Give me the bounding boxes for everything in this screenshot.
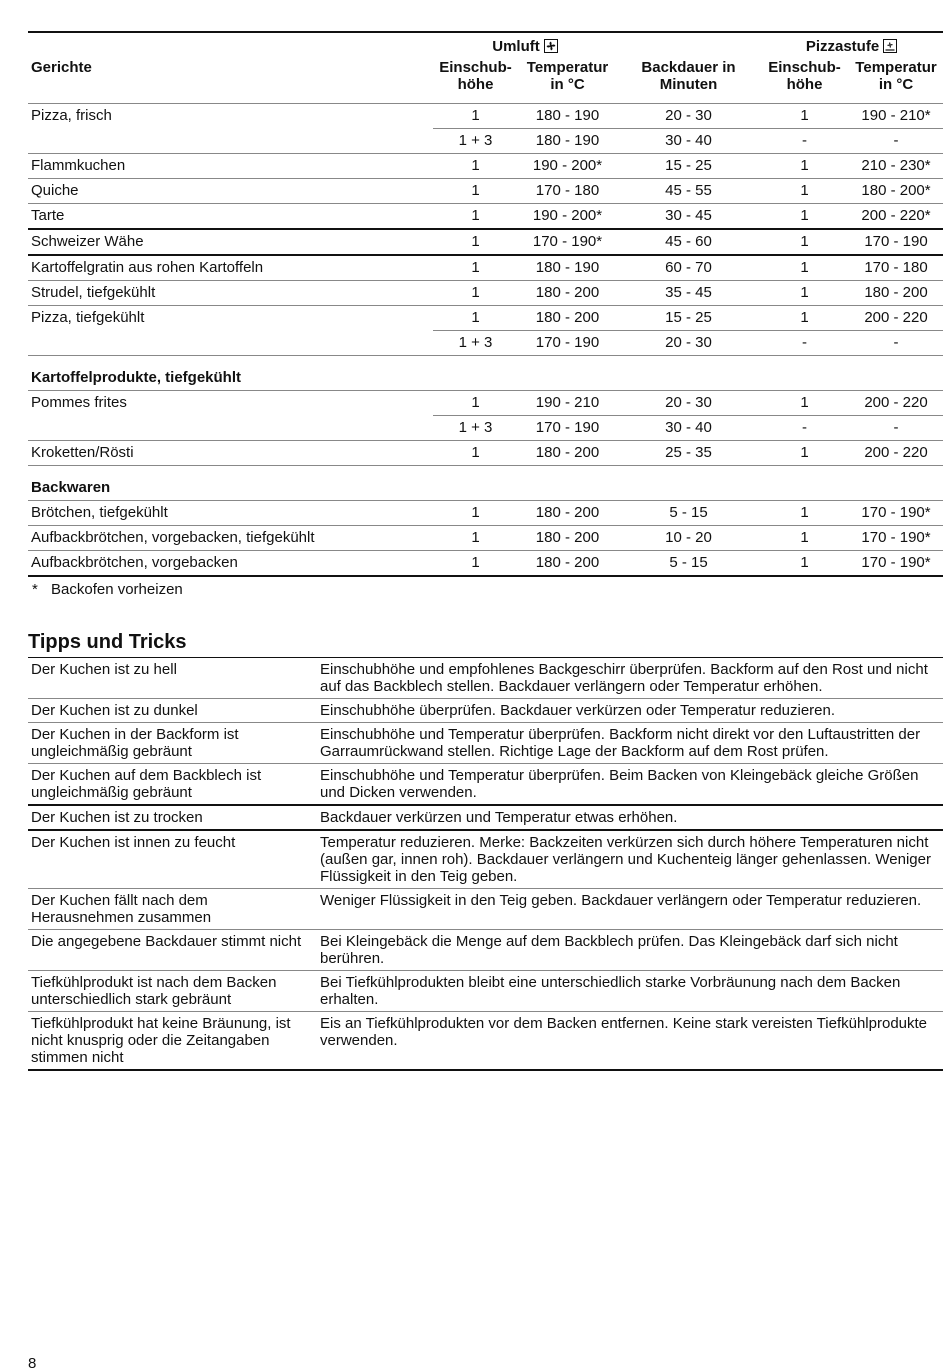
tip-row: Der Kuchen ist zu trocken Backdauer verkürzen und Temperatur etwas erhöhen. <box>28 805 943 830</box>
table-row: Pommes frites 1 190 - 210 20 - 30 1 200 - 220 <box>28 391 943 416</box>
column-header-row <box>28 59 943 104</box>
table-row: Schweizer Wähe 1 170 - 190* 45 - 60 1 170 - 190 <box>28 229 943 255</box>
table-row: 1 + 3 170 - 190 30 - 40 - - <box>28 416 943 441</box>
table-row: Brötchen, tiefgekühlt 1 180 - 200 5 - 15 1 170 - 190* <box>28 501 943 526</box>
table-row: 1 + 3 180 - 190 30 - 40 - - <box>28 129 943 154</box>
page-number: 8 <box>28 1355 37 1372</box>
tip-row: Der Kuchen ist zu dunkel Einschubhöhe überprüfen. Backdauer verkürzen oder Temperatur reduzieren. <box>28 699 943 723</box>
section-header-bakery: Backwaren <box>28 466 943 501</box>
tip-row: Der Kuchen fällt nach dem Herausnehmen zusammen Weniger Flüssigkeit in den Teig geben. Backdauer verlängern oder Temperatur reduzieren. <box>28 889 943 930</box>
footnote-text: Backofen vorheizen <box>51 581 183 598</box>
tip-row: Der Kuchen auf dem Backblech ist ungleichmäßig gebräunt Einschubhöhe und Temperatur überprüfen. Beim Backen von Kleingebäck gleiche Größen und Dicken verwenden. <box>28 764 943 806</box>
column-pizza-level: Einschub- höhe <box>760 59 849 104</box>
footnote-mark: * <box>32 581 38 598</box>
table-row: Flammkuchen 1 190 - 200* 15 - 25 1 210 - 230* <box>28 154 943 179</box>
table-row: Quiche 1 170 - 180 45 - 55 1 180 - 200* <box>28 179 943 204</box>
column-duration: Backdauer in Minuten <box>617 59 760 104</box>
pizza-setting-icon <box>883 39 897 53</box>
tip-row: Die angegebene Backdauer stimmt nicht Bei Kleingebäck die Menge auf dem Backblech prüfen. Das Kleingebäck darf sich nicht berühren. <box>28 930 943 971</box>
table-row: Strudel, tiefgekühlt 1 180 - 200 35 - 45 1 180 - 200 <box>28 281 943 306</box>
tip-row: Der Kuchen ist innen zu feucht Temperatur reduzieren. Merke: Backzeiten verkürzen sich durch höhere Temperaturen nicht (außen gar, innen roh). Backdauer verlängern und Kuchenteig länger gehenlassen. Weniger Flüssigkeit in den Teig geben. <box>28 830 943 889</box>
baking-table-body <box>28 104 943 577</box>
footnote <box>28 579 943 601</box>
tips-title: Tipps und Tricks <box>28 631 187 653</box>
tip-row: Tiefkühlprodukt ist nach dem Backen unterschiedlich stark gebräunt Bei Tiefkühlprodukten bleibt eine unterschiedlich starke Vorbräunung nach dem Backen erhalten. <box>28 971 943 1012</box>
tips-table <box>28 657 943 1071</box>
tip-row: Der Kuchen in der Backform ist ungleichmäßig gebräunt Einschubhöhe und Temperatur überprüfen. Backform nicht direkt vor den Luftaustritten der Garraumrückwand stellen. Richtige Lage der Backform auf dem Rost prüfen. <box>28 723 943 764</box>
table-row: Kroketten/Rösti 1 180 - 200 25 - 35 1 200 - 220 <box>28 441 943 466</box>
tip-row: Tiefkühlprodukt hat keine Bräunung, ist nicht knusprig oder die Zeitangaben stimmen nicht Eis an Tiefkühlprodukten vor dem Backen entfernen. Keine stark vereisten Tiefkühlprodukte verwenden. <box>28 1012 943 1071</box>
mode-umluft: Umluft <box>433 32 617 59</box>
page-content <box>28 31 943 1071</box>
table-row: Aufbackbrötchen, vorgebacken 1 180 - 200 5 - 15 1 170 - 190* <box>28 551 943 577</box>
table-row: Aufbackbrötchen, vorgebacken, tiefgekühlt 1 180 - 200 10 - 20 1 170 - 190* <box>28 526 943 551</box>
column-dishes: Gerichte <box>28 59 433 104</box>
column-umluft-level: Einschub- höhe <box>433 59 518 104</box>
tip-row: Der Kuchen ist zu hell Einschubhöhe und empfohlenes Backgeschirr überprüfen. Backform auf den Rost und nicht auf das Backblech stellen. Backdauer verlängern oder Temperatur erhöhen. <box>31 661 928 695</box>
table-row: Pizza, tiefgekühlt 1 180 - 200 15 - 25 1 200 - 220 <box>28 306 943 331</box>
mode-pizzastufe: Pizzastufe <box>760 32 943 59</box>
column-umluft-temp: Temperatur in °C <box>518 59 617 104</box>
table-row: Kartoffelgratin aus rohen Kartoffeln 1 180 - 190 60 - 70 1 170 - 180 <box>28 255 943 281</box>
fan-icon <box>544 39 558 53</box>
table-row: Pizza, frisch 1 180 - 190 20 - 30 1 190 - 210* <box>28 104 943 129</box>
table-row: 1 + 3 170 - 190 20 - 30 - - <box>28 331 943 356</box>
baking-table <box>28 31 943 577</box>
column-pizza-temp: Temperatur in °C <box>849 59 943 104</box>
mode-header-row <box>28 32 943 59</box>
section-header-potato: Kartoffelprodukte, tiefgekühlt <box>28 356 943 391</box>
table-row: Tarte 1 190 - 200* 30 - 45 1 200 - 220* <box>28 204 943 230</box>
